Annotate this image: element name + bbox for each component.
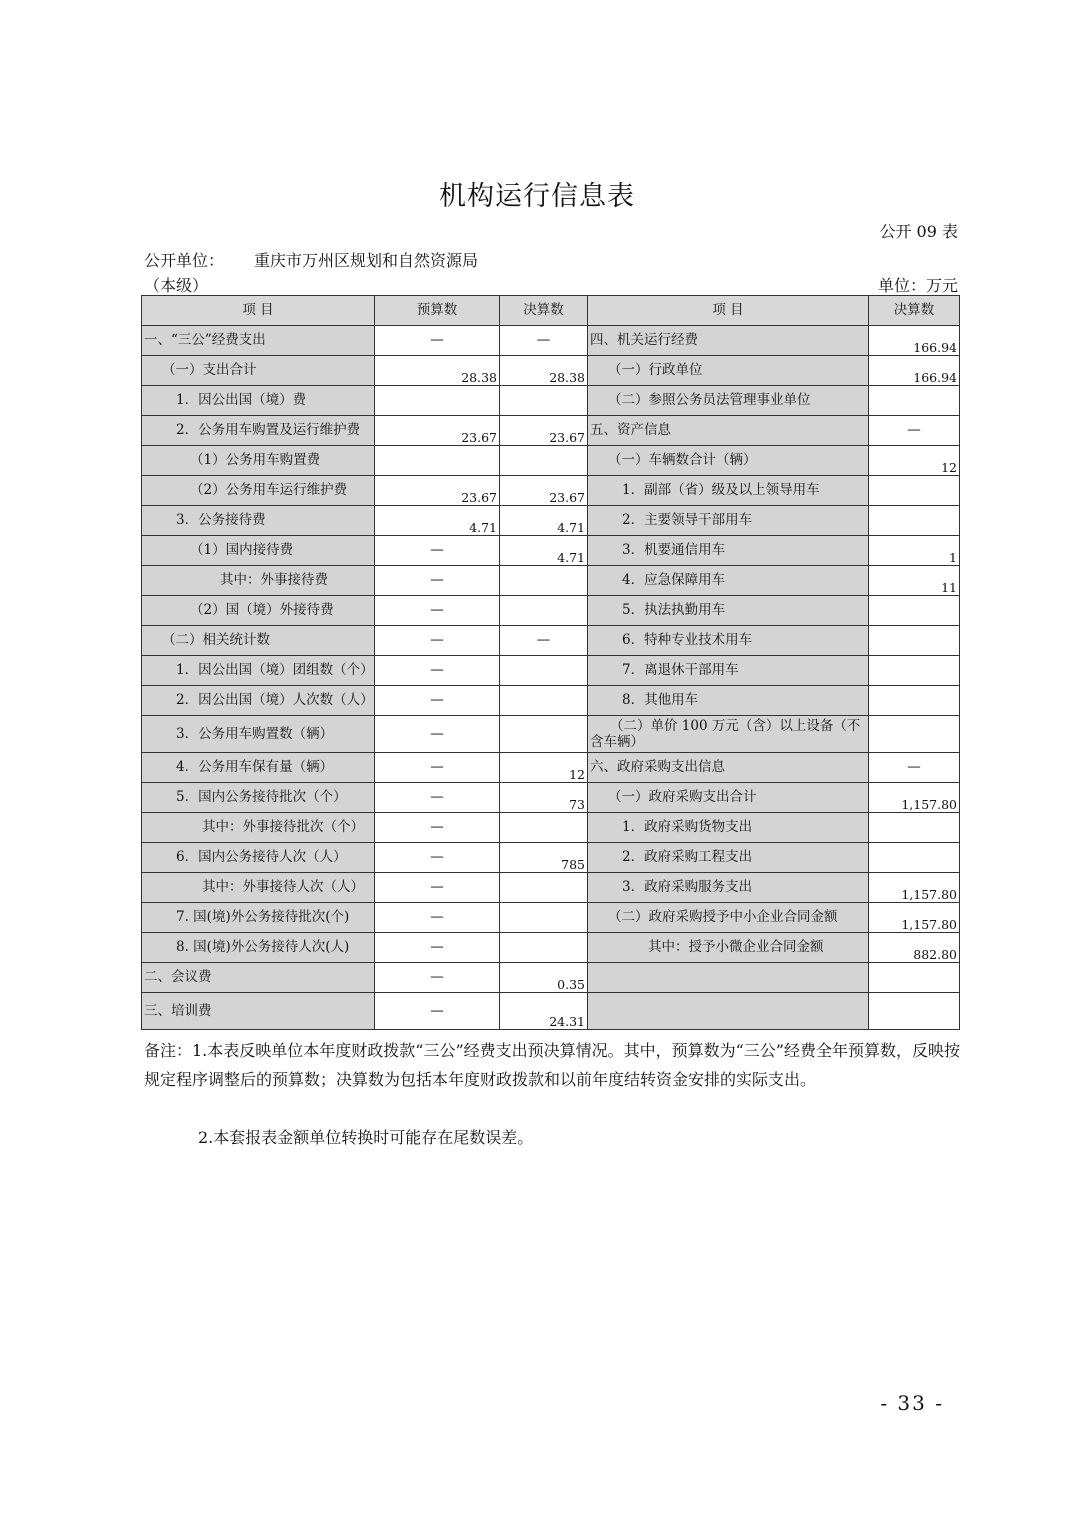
right-value: 1,157.80 bbox=[869, 783, 960, 813]
budget-cell: — bbox=[375, 873, 500, 903]
header-item-right: 项 目 bbox=[588, 296, 869, 326]
final-cell bbox=[500, 566, 588, 596]
table-row bbox=[142, 566, 960, 596]
table-row bbox=[142, 716, 960, 753]
budget-cell: — bbox=[375, 716, 500, 753]
budget-cell: — bbox=[375, 686, 500, 716]
right-label: （一）政府采购支出合计 bbox=[588, 783, 869, 813]
row-label: 一、“三公”经费支出 bbox=[142, 326, 375, 356]
budget-cell: — bbox=[375, 536, 500, 566]
final-cell: 4.71 bbox=[500, 506, 588, 536]
header-budget: 预算数 bbox=[375, 296, 500, 326]
unit-name: 重庆市万州区规划和自然资源局 bbox=[254, 251, 479, 270]
right-label: 6．特种专业技术用车 bbox=[588, 626, 869, 656]
header-final: 决算数 bbox=[500, 296, 588, 326]
row-label: 6．国内公务接待人次（人） bbox=[142, 843, 375, 873]
row-label: 1．因公出国（境）费 bbox=[142, 386, 375, 416]
row-label: 2．公务用车购置及运行维护费 bbox=[142, 416, 375, 446]
budget-cell: — bbox=[375, 843, 500, 873]
final-cell: — bbox=[500, 626, 588, 656]
table-header-row bbox=[142, 296, 960, 326]
final-cell bbox=[500, 873, 588, 903]
right-value: 1 bbox=[869, 536, 960, 566]
right-label: （二）参照公务员法管理事业单位 bbox=[588, 386, 869, 416]
right-label: 4．应急保障用车 bbox=[588, 566, 869, 596]
final-cell: 73 bbox=[500, 783, 588, 813]
footnote-1: 备注：1.本表反映单位本年度财政拨款“三公”经费支出预决算情况。其中，预算数为“三公”经费全年预算数，反映按规定程序调整后的预算数；决算数为包括本年度财政拨款和以前年度结转资金安排的实际支出。 bbox=[144, 1041, 960, 1089]
right-value: 166.94 bbox=[869, 326, 960, 356]
currency-unit: 单位：万元 bbox=[877, 276, 958, 295]
row-label: （2）国（境）外接待费 bbox=[142, 596, 375, 626]
budget-cell bbox=[375, 386, 500, 416]
operation-info-table bbox=[141, 295, 960, 1030]
right-label: 六、政府采购支出信息 bbox=[588, 753, 869, 783]
right-label: 2．主要领导干部用车 bbox=[588, 506, 869, 536]
table-row bbox=[142, 843, 960, 873]
table-row bbox=[142, 813, 960, 843]
final-cell: 23.67 bbox=[500, 476, 588, 506]
budget-cell: — bbox=[375, 813, 500, 843]
row-label: 三、培训费 bbox=[142, 993, 375, 1030]
right-value bbox=[869, 506, 960, 536]
right-label: 2．政府采购工程支出 bbox=[588, 843, 869, 873]
right-label: （二）政府采购授予中小企业合同金额 bbox=[588, 903, 869, 933]
row-label: （1）国内接待费 bbox=[142, 536, 375, 566]
unit-level: （本级） bbox=[144, 276, 209, 295]
table-row bbox=[142, 933, 960, 963]
unit-label: 公开单位： bbox=[144, 251, 225, 270]
table-row bbox=[142, 476, 960, 506]
final-cell bbox=[500, 903, 588, 933]
row-label: 8. 国(境)外公务接待人次(人) bbox=[142, 933, 375, 963]
right-value: 1,157.80 bbox=[869, 903, 960, 933]
table-row bbox=[142, 783, 960, 813]
footnote-2: 2.本套报表金额单位转换时可能存在尾数误差。 bbox=[198, 1128, 534, 1147]
row-label: 其中：外事接待批次（个） bbox=[142, 813, 375, 843]
row-label: 4．公务用车保有量（辆） bbox=[142, 753, 375, 783]
table-row bbox=[142, 416, 960, 446]
row-label: 5．国内公务接待批次（个） bbox=[142, 783, 375, 813]
right-label: 7．离退休干部用车 bbox=[588, 656, 869, 686]
table-row bbox=[142, 963, 960, 993]
table-row bbox=[142, 626, 960, 656]
page-title: 机构运行信息表 bbox=[439, 181, 635, 212]
final-cell bbox=[500, 716, 588, 753]
right-value: 1,157.80 bbox=[869, 873, 960, 903]
right-value bbox=[869, 626, 960, 656]
right-value bbox=[869, 716, 960, 753]
right-value bbox=[869, 656, 960, 686]
table-row bbox=[142, 536, 960, 566]
table-row bbox=[142, 686, 960, 716]
right-value bbox=[869, 993, 960, 1030]
form-number: 公开 09 表 bbox=[879, 222, 958, 241]
header-item: 项 目 bbox=[142, 296, 375, 326]
final-cell bbox=[500, 446, 588, 476]
right-label: 五、资产信息 bbox=[588, 416, 869, 446]
final-cell: — bbox=[500, 326, 588, 356]
right-label bbox=[588, 963, 869, 993]
budget-cell: 23.67 bbox=[375, 416, 500, 446]
final-cell: 785 bbox=[500, 843, 588, 873]
row-label: （1）公务用车购置费 bbox=[142, 446, 375, 476]
budget-cell: — bbox=[375, 963, 500, 993]
budget-cell: — bbox=[375, 753, 500, 783]
row-label: 3．公务用车购置数（辆） bbox=[142, 716, 375, 753]
budget-cell: 4.71 bbox=[375, 506, 500, 536]
right-value bbox=[869, 843, 960, 873]
budget-cell: 23.67 bbox=[375, 476, 500, 506]
right-value: — bbox=[869, 753, 960, 783]
table-row bbox=[142, 506, 960, 536]
right-value: 12 bbox=[869, 446, 960, 476]
header-final-right: 决算数 bbox=[869, 296, 960, 326]
row-label: 7. 国(境)外公务接待批次(个) bbox=[142, 903, 375, 933]
final-cell bbox=[500, 656, 588, 686]
final-cell: 28.38 bbox=[500, 356, 588, 386]
final-cell bbox=[500, 596, 588, 626]
right-value bbox=[869, 386, 960, 416]
final-cell: 4.71 bbox=[500, 536, 588, 566]
right-label: 四、机关运行经费 bbox=[588, 326, 869, 356]
final-cell: 23.67 bbox=[500, 416, 588, 446]
right-label: 1．副部（省）级及以上领导用车 bbox=[588, 476, 869, 506]
right-label: 1．政府采购货物支出 bbox=[588, 813, 869, 843]
table-row bbox=[142, 326, 960, 356]
budget-cell: — bbox=[375, 783, 500, 813]
final-cell: 0.35 bbox=[500, 963, 588, 993]
table-row bbox=[142, 356, 960, 386]
right-label: 8．其他用车 bbox=[588, 686, 869, 716]
final-cell bbox=[500, 386, 588, 416]
row-label: （一）支出合计 bbox=[142, 356, 375, 386]
row-label: （2）公务用车运行维护费 bbox=[142, 476, 375, 506]
right-label: （二）单价 100 万元（含）以上设备（不含车辆） bbox=[588, 716, 869, 753]
final-cell: 12 bbox=[500, 753, 588, 783]
right-label: （一）车辆数合计（辆） bbox=[588, 446, 869, 476]
final-cell: 24.31 bbox=[500, 993, 588, 1030]
right-value: 166.94 bbox=[869, 356, 960, 386]
right-value: 11 bbox=[869, 566, 960, 596]
table-row bbox=[142, 596, 960, 626]
right-value bbox=[869, 476, 960, 506]
right-label: 3．政府采购服务支出 bbox=[588, 873, 869, 903]
row-label: 3．公务接待费 bbox=[142, 506, 375, 536]
right-label: 其中：授予小微企业合同金额 bbox=[588, 933, 869, 963]
final-cell bbox=[500, 686, 588, 716]
budget-cell bbox=[375, 446, 500, 476]
budget-cell: — bbox=[375, 626, 500, 656]
row-label: 1．因公出国（境）团组数（个） bbox=[142, 656, 375, 686]
right-label: （一）行政单位 bbox=[588, 356, 869, 386]
right-value bbox=[869, 686, 960, 716]
budget-cell: — bbox=[375, 566, 500, 596]
table-row bbox=[142, 993, 960, 1030]
table-row bbox=[142, 903, 960, 933]
page-number: - 33 - bbox=[880, 1391, 944, 1415]
final-cell bbox=[500, 813, 588, 843]
table-row bbox=[142, 753, 960, 783]
right-label: 3．机要通信用车 bbox=[588, 536, 869, 566]
right-label: 5．执法执勤用车 bbox=[588, 596, 869, 626]
table-row bbox=[142, 656, 960, 686]
budget-cell: — bbox=[375, 903, 500, 933]
table-row bbox=[142, 446, 960, 476]
table-row bbox=[142, 386, 960, 416]
right-label bbox=[588, 993, 869, 1030]
row-label: （二）相关统计数 bbox=[142, 626, 375, 656]
right-value: 882.80 bbox=[869, 933, 960, 963]
budget-cell: — bbox=[375, 933, 500, 963]
budget-cell: — bbox=[375, 656, 500, 686]
right-value bbox=[869, 813, 960, 843]
budget-cell: — bbox=[375, 596, 500, 626]
row-label: 二、会议费 bbox=[142, 963, 375, 993]
budget-cell: 28.38 bbox=[375, 356, 500, 386]
final-cell bbox=[500, 933, 588, 963]
right-value bbox=[869, 596, 960, 626]
publishing-unit bbox=[144, 248, 478, 271]
row-label: 其中：外事接待人次（人） bbox=[142, 873, 375, 903]
budget-cell: — bbox=[375, 993, 500, 1030]
right-value bbox=[869, 963, 960, 993]
right-value: — bbox=[869, 416, 960, 446]
table-row bbox=[142, 873, 960, 903]
row-label: 其中：外事接待费 bbox=[142, 566, 375, 596]
row-label: 2．因公出国（境）人次数（人） bbox=[142, 686, 375, 716]
budget-cell: — bbox=[375, 326, 500, 356]
